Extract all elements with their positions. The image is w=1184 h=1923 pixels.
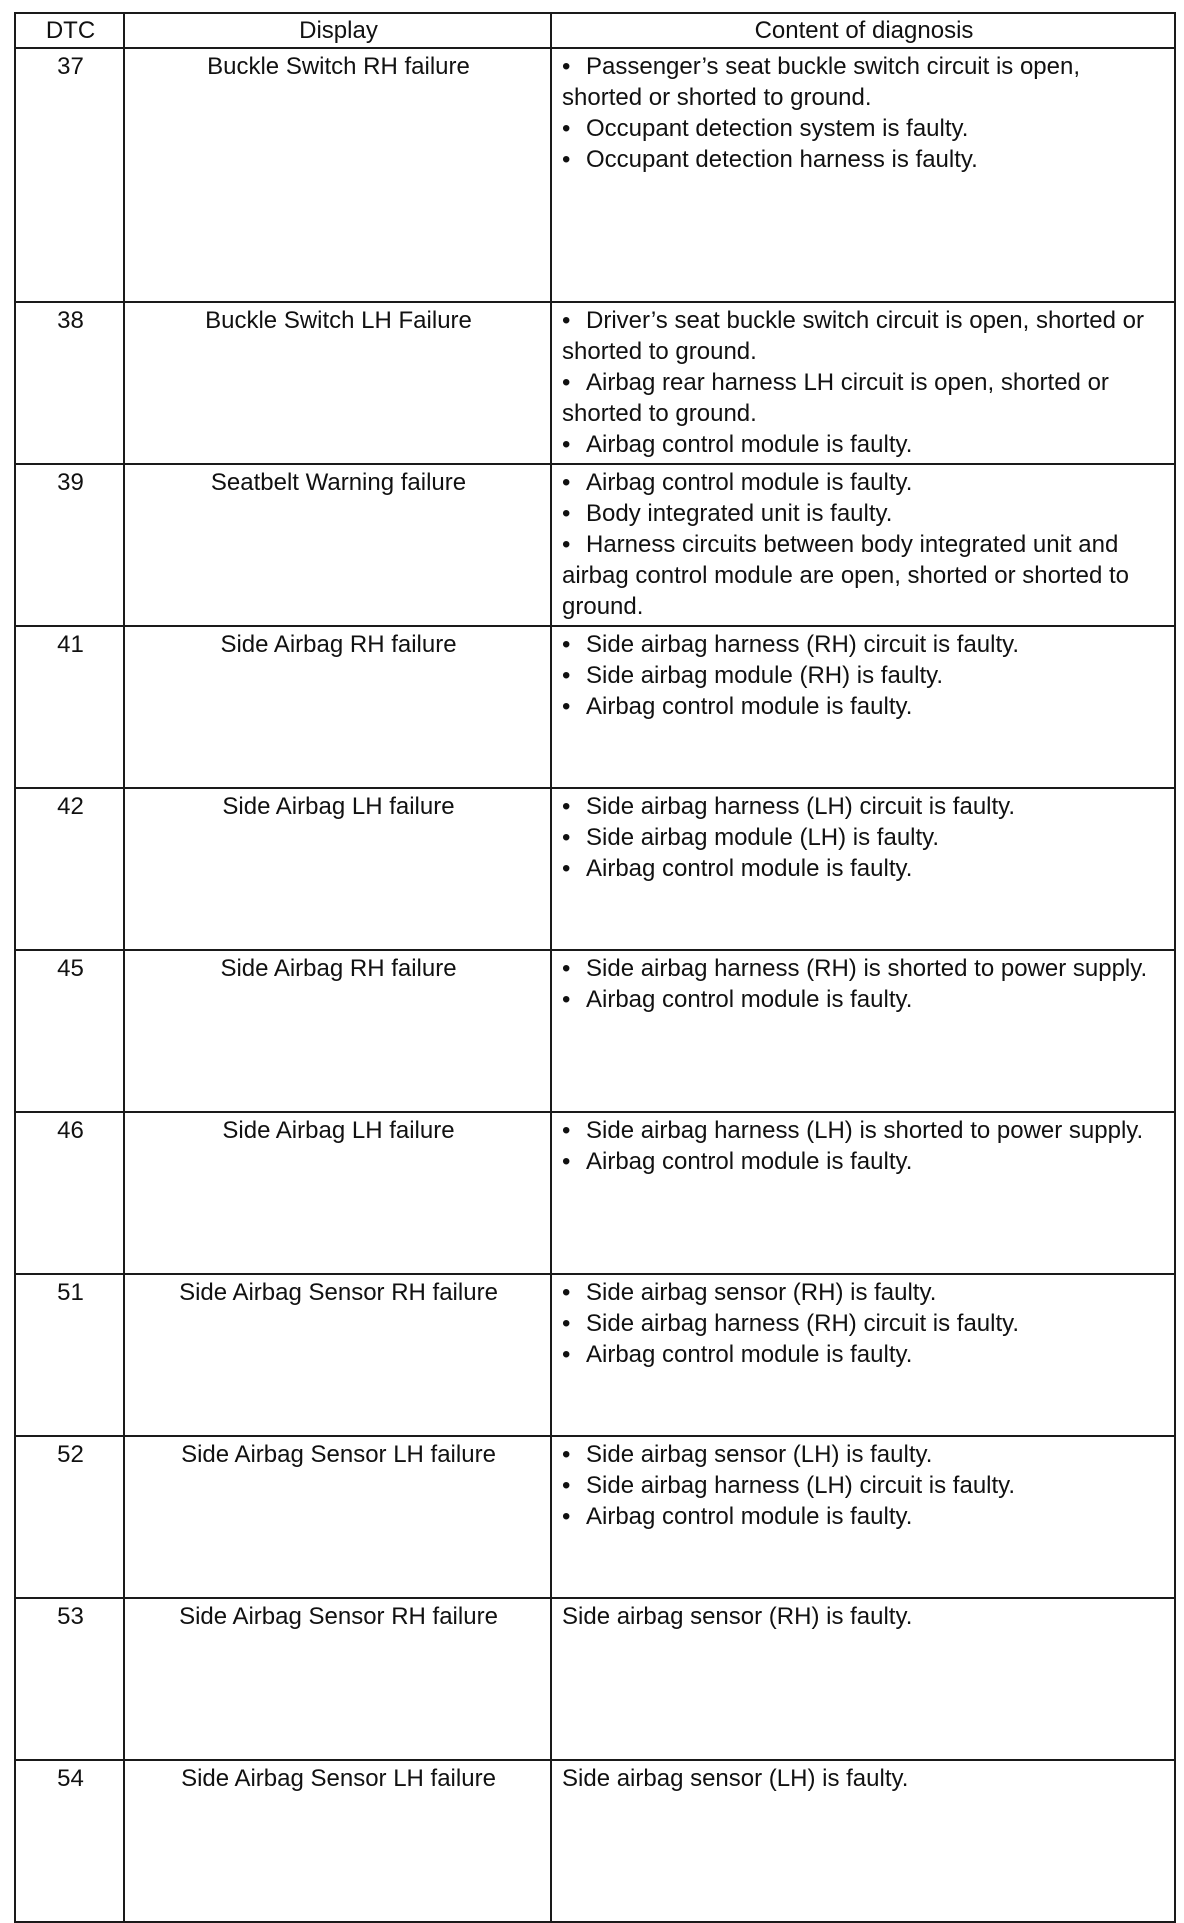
display-text: Side Airbag RH failure — [124, 626, 551, 788]
diagnosis-item — [562, 1339, 1166, 1370]
dtc-code: 39 — [15, 464, 124, 626]
bullet-icon: • — [562, 1472, 571, 1499]
diagnosis-item-text: Side airbag harness (RH) is shorted to power supply. — [586, 955, 1148, 982]
diagnosis-item — [562, 429, 1166, 460]
bullet-icon: • — [562, 431, 571, 458]
diagnosis-content — [551, 1274, 1175, 1436]
diagnosis-item — [562, 1146, 1166, 1177]
header-dtc: DTC — [15, 13, 124, 48]
diagnosis-item — [562, 498, 1166, 529]
table-row — [15, 950, 1175, 1112]
dtc-code: 52 — [15, 1436, 124, 1598]
table-row — [15, 788, 1175, 950]
bullet-icon: • — [562, 469, 571, 496]
diagnosis-item-text: Side airbag sensor (LH) is faulty. — [586, 1441, 933, 1468]
diagnosis-item — [562, 113, 1166, 144]
bullet-icon: • — [562, 955, 571, 982]
dtc-code: 38 — [15, 302, 124, 464]
table-row — [15, 1436, 1175, 1598]
bullet-icon: • — [562, 1148, 571, 1175]
diagnosis-item — [562, 529, 1166, 622]
diagnosis-item-text: Airbag control module is faulty. — [586, 431, 913, 458]
dtc-code: 37 — [15, 48, 124, 302]
diagnosis-item-text: Side airbag harness (LH) circuit is faulty. — [586, 1472, 1016, 1499]
diagnosis-item-text: Occupant detection harness is faulty. — [586, 146, 978, 173]
bullet-icon: • — [562, 500, 571, 527]
diagnosis-content — [551, 48, 1175, 302]
table-row — [15, 48, 1175, 302]
bullet-icon: • — [562, 1279, 571, 1306]
diagnosis-content — [551, 1436, 1175, 1598]
diagnosis-item-text: Airbag control module is faulty. — [586, 693, 913, 720]
display-text: Side Airbag LH failure — [124, 788, 551, 950]
diagnosis-item-text: Side airbag harness (RH) circuit is faulty. — [586, 1310, 1020, 1337]
display-text: Side Airbag Sensor LH failure — [124, 1760, 551, 1922]
bullet-icon: • — [562, 631, 571, 658]
bullet-icon: • — [562, 986, 571, 1013]
diagnosis-item — [562, 305, 1166, 367]
bullet-icon: • — [562, 307, 571, 334]
display-text: Side Airbag Sensor RH failure — [124, 1274, 551, 1436]
diagnosis-item — [562, 1308, 1166, 1339]
bullet-icon: • — [562, 1310, 571, 1337]
table-row — [15, 1598, 1175, 1760]
diagnosis-item — [562, 51, 1166, 113]
diagnosis-item — [562, 629, 1166, 660]
diagnosis-content — [551, 788, 1175, 950]
diagnosis-item-text: Side airbag harness (RH) circuit is faulty. — [586, 631, 1020, 658]
diagnosis-item — [562, 467, 1166, 498]
diagnosis-item-text: Airbag control module is faulty. — [586, 1503, 913, 1530]
diagnosis-item-text: Airbag control module is faulty. — [586, 1148, 913, 1175]
table-row — [15, 1274, 1175, 1436]
diagnosis-item — [562, 660, 1166, 691]
dtc-code: 45 — [15, 950, 124, 1112]
diagnosis-item — [562, 791, 1166, 822]
diagnosis-item — [562, 984, 1166, 1015]
display-text: Buckle Switch LH Failure — [124, 302, 551, 464]
table-row — [15, 1760, 1175, 1922]
diagnosis-item — [562, 1470, 1166, 1501]
bullet-icon: • — [562, 1341, 571, 1368]
diagnosis-item-text: Harness circuits between body integrated unit and airbag control module are open, shorted or shorted to ground. — [562, 531, 1130, 620]
diagnosis-item — [562, 1115, 1166, 1146]
diagnosis-item-text: Side airbag harness (LH) circuit is faulty. — [586, 793, 1016, 820]
diagnosis-item — [562, 1501, 1166, 1532]
dtc-code: 42 — [15, 788, 124, 950]
dtc-code: 51 — [15, 1274, 124, 1436]
diagnosis-item-text: Occupant detection system is faulty. — [586, 115, 969, 142]
header-display: Display — [124, 13, 551, 48]
bullet-icon: • — [562, 824, 571, 851]
bullet-icon: • — [562, 1503, 571, 1530]
diagnosis-item-text: Airbag control module is faulty. — [586, 1341, 913, 1368]
diagnosis-content — [551, 626, 1175, 788]
diagnosis-content: Side airbag sensor (RH) is faulty. — [551, 1598, 1175, 1760]
bullet-icon: • — [562, 693, 571, 720]
diagnosis-item — [562, 853, 1166, 884]
header-row — [15, 13, 1175, 48]
diagnosis-item — [562, 144, 1166, 175]
display-text: Side Airbag Sensor LH failure — [124, 1436, 551, 1598]
header-content: Content of diagnosis — [551, 13, 1175, 48]
bullet-icon: • — [562, 531, 571, 558]
bullet-icon: • — [562, 53, 571, 80]
display-text: Side Airbag Sensor RH failure — [124, 1598, 551, 1760]
diagnosis-item — [562, 822, 1166, 853]
display-text: Side Airbag RH failure — [124, 950, 551, 1112]
diagnosis-item-text: Passenger’s seat buckle switch circuit is open, shorted or shorted to ground. — [562, 53, 1081, 111]
diagnosis-item-text: Airbag control module is faulty. — [586, 469, 913, 496]
diagnosis-item — [562, 367, 1166, 429]
diagnosis-item — [562, 1277, 1166, 1308]
table-row — [15, 626, 1175, 788]
diagnosis-item — [562, 691, 1166, 722]
bullet-icon: • — [562, 662, 571, 689]
diagnosis-item — [562, 1439, 1166, 1470]
diagnosis-content — [551, 302, 1175, 464]
bullet-icon: • — [562, 115, 571, 142]
diagnosis-item-text: Driver’s seat buckle switch circuit is open, shorted or shorted to ground. — [562, 307, 1144, 365]
bullet-icon: • — [562, 146, 571, 173]
diagnosis-item — [562, 953, 1166, 984]
bullet-icon: • — [562, 793, 571, 820]
bullet-icon: • — [562, 855, 571, 882]
bullet-icon: • — [562, 1117, 571, 1144]
dtc-code: 46 — [15, 1112, 124, 1274]
display-text: Side Airbag LH failure — [124, 1112, 551, 1274]
diagnosis-item-text: Airbag control module is faulty. — [586, 986, 913, 1013]
table-row — [15, 464, 1175, 626]
diagnosis-item-text: Side airbag module (RH) is faulty. — [586, 662, 944, 689]
dtc-code: 53 — [15, 1598, 124, 1760]
diagnosis-content — [551, 464, 1175, 626]
display-text: Seatbelt Warning failure — [124, 464, 551, 626]
dtc-code: 41 — [15, 626, 124, 788]
diagnosis-item-text: Airbag control module is faulty. — [586, 855, 913, 882]
table-row — [15, 1112, 1175, 1274]
diagnosis-item-text: Airbag rear harness LH circuit is open, shorted or shorted to ground. — [562, 369, 1109, 427]
diagnosis-item-text: Side airbag sensor (RH) is faulty. — [586, 1279, 937, 1306]
bullet-icon: • — [562, 369, 571, 396]
dtc-code: 54 — [15, 1760, 124, 1922]
dtc-table — [14, 12, 1176, 1923]
diagnosis-content — [551, 950, 1175, 1112]
diagnosis-content — [551, 1112, 1175, 1274]
diagnosis-item-text: Body integrated unit is faulty. — [586, 500, 893, 527]
display-text: Buckle Switch RH failure — [124, 48, 551, 302]
diagnosis-item-text: Side airbag module (LH) is faulty. — [586, 824, 940, 851]
bullet-icon: • — [562, 1441, 571, 1468]
diagnosis-item-text: Side airbag harness (LH) is shorted to power supply. — [586, 1117, 1144, 1144]
diagnosis-content: Side airbag sensor (LH) is faulty. — [551, 1760, 1175, 1922]
table-row — [15, 302, 1175, 464]
